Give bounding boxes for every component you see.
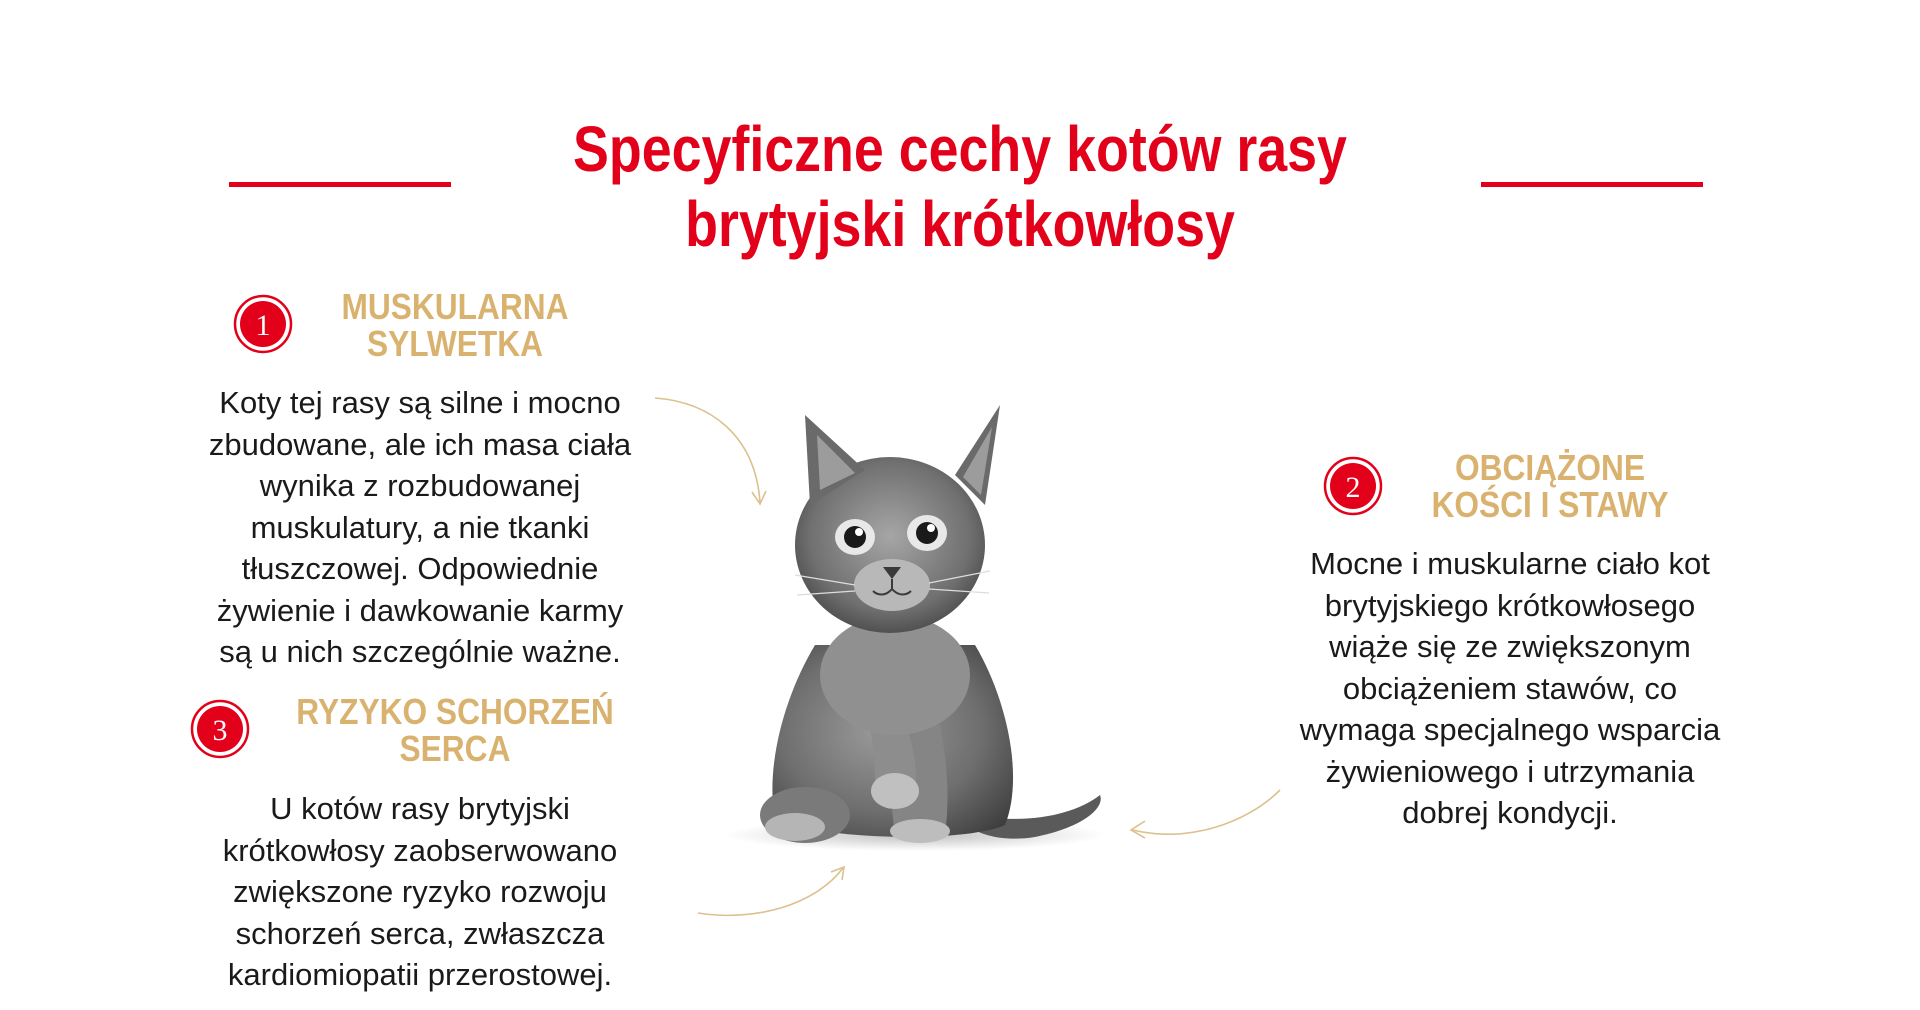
feature-3-body-line: kardiomiopatii przerostowej. [227, 957, 613, 992]
title-right-rule [1481, 182, 1703, 187]
feature-2-body-line: wymaga specjalnego wsparcia [1299, 712, 1721, 747]
feature-1-heading-line-2: SYLWETKA [366, 323, 543, 364]
feature-1-body [160, 382, 680, 673]
feature-2-body-line: brytyjskiego krótkowłosego [1324, 587, 1696, 623]
feature-1-body-line: zbudowane, ale ich masa ciała [208, 426, 632, 462]
page-title-line-2: brytyjski krótkowłosy [685, 188, 1235, 260]
numbered-circle-badge-icon [233, 294, 293, 354]
feature-2-body [1250, 543, 1770, 834]
feature-1-body-line: są u nich szczególnie ważne. [219, 634, 621, 669]
curved-arrow-icon [1125, 785, 1285, 845]
title-left-rule [229, 182, 451, 187]
feature-2-heading [1400, 449, 1699, 523]
feature-1-body-line: tłuszczowej. Odpowiednie [241, 551, 599, 586]
feature-1-heading [301, 288, 609, 362]
feature-1-number: 1 [255, 309, 271, 342]
feature-1-body-line: muskulatury, a nie tkanki [250, 509, 590, 545]
feature-3-body-line: U kotów rasy brytyjski [270, 791, 570, 826]
feature-2-body-line: żywieniowego i utrzymania [1325, 753, 1695, 789]
feature-3-badge [190, 699, 250, 759]
page-title-line-1: Specyficzne cechy kotów rasy [573, 113, 1347, 185]
feature-2-number: 2 [1345, 471, 1361, 504]
feature-3-number: 3 [212, 714, 228, 747]
feature-1-badge [233, 294, 293, 354]
feature-3-heading [275, 693, 636, 767]
feature-2-heading-line-1: OBCIĄŻONE [1454, 447, 1646, 488]
feature-2-body-line: Mocne i muskularne ciało kot [1310, 546, 1710, 581]
feature-3-body-line: zwiększone ryzyko rozwoju [233, 874, 607, 909]
feature-2-body-line: wiąże się ze zwiększonym [1329, 629, 1691, 664]
numbered-circle-badge-icon [190, 699, 250, 759]
feature-2-body-line: dobrej kondycji. [1402, 795, 1618, 830]
curved-arrow-icon [695, 860, 855, 920]
arrow-to-kitten-2 [1125, 785, 1285, 845]
feature-3-heading-line-1: RYZYKO SCHORZEŃ [296, 691, 614, 732]
kitten-illustration [705, 395, 1125, 855]
feature-1-heading-line-1: MUSKULARNA [341, 286, 569, 327]
feature-3-body-line: krótkowłosy zaobserwowano [222, 832, 618, 868]
feature-3-body [160, 788, 680, 996]
feature-3-heading-line-2: SERCA [399, 728, 511, 769]
feature-1-body-line: Koty tej rasy są silne i mocno [219, 385, 621, 420]
numbered-circle-badge-icon [1323, 456, 1383, 516]
feature-3-body-line: schorzeń serca, zwłaszcza [235, 915, 605, 951]
arrow-to-kitten-3 [695, 860, 855, 920]
feature-2-body-line: obciążeniem stawów, co [1342, 670, 1678, 706]
kitten-icon [705, 395, 1125, 855]
feature-1-body-line: wynika z rozbudowanej [259, 468, 581, 503]
feature-2-heading-line-2: KOŚCI I STAWY [1431, 484, 1669, 525]
feature-2-badge [1323, 456, 1383, 516]
page-title [540, 112, 1380, 262]
feature-1-body-line: żywienie i dawkowanie karmy [216, 592, 624, 628]
